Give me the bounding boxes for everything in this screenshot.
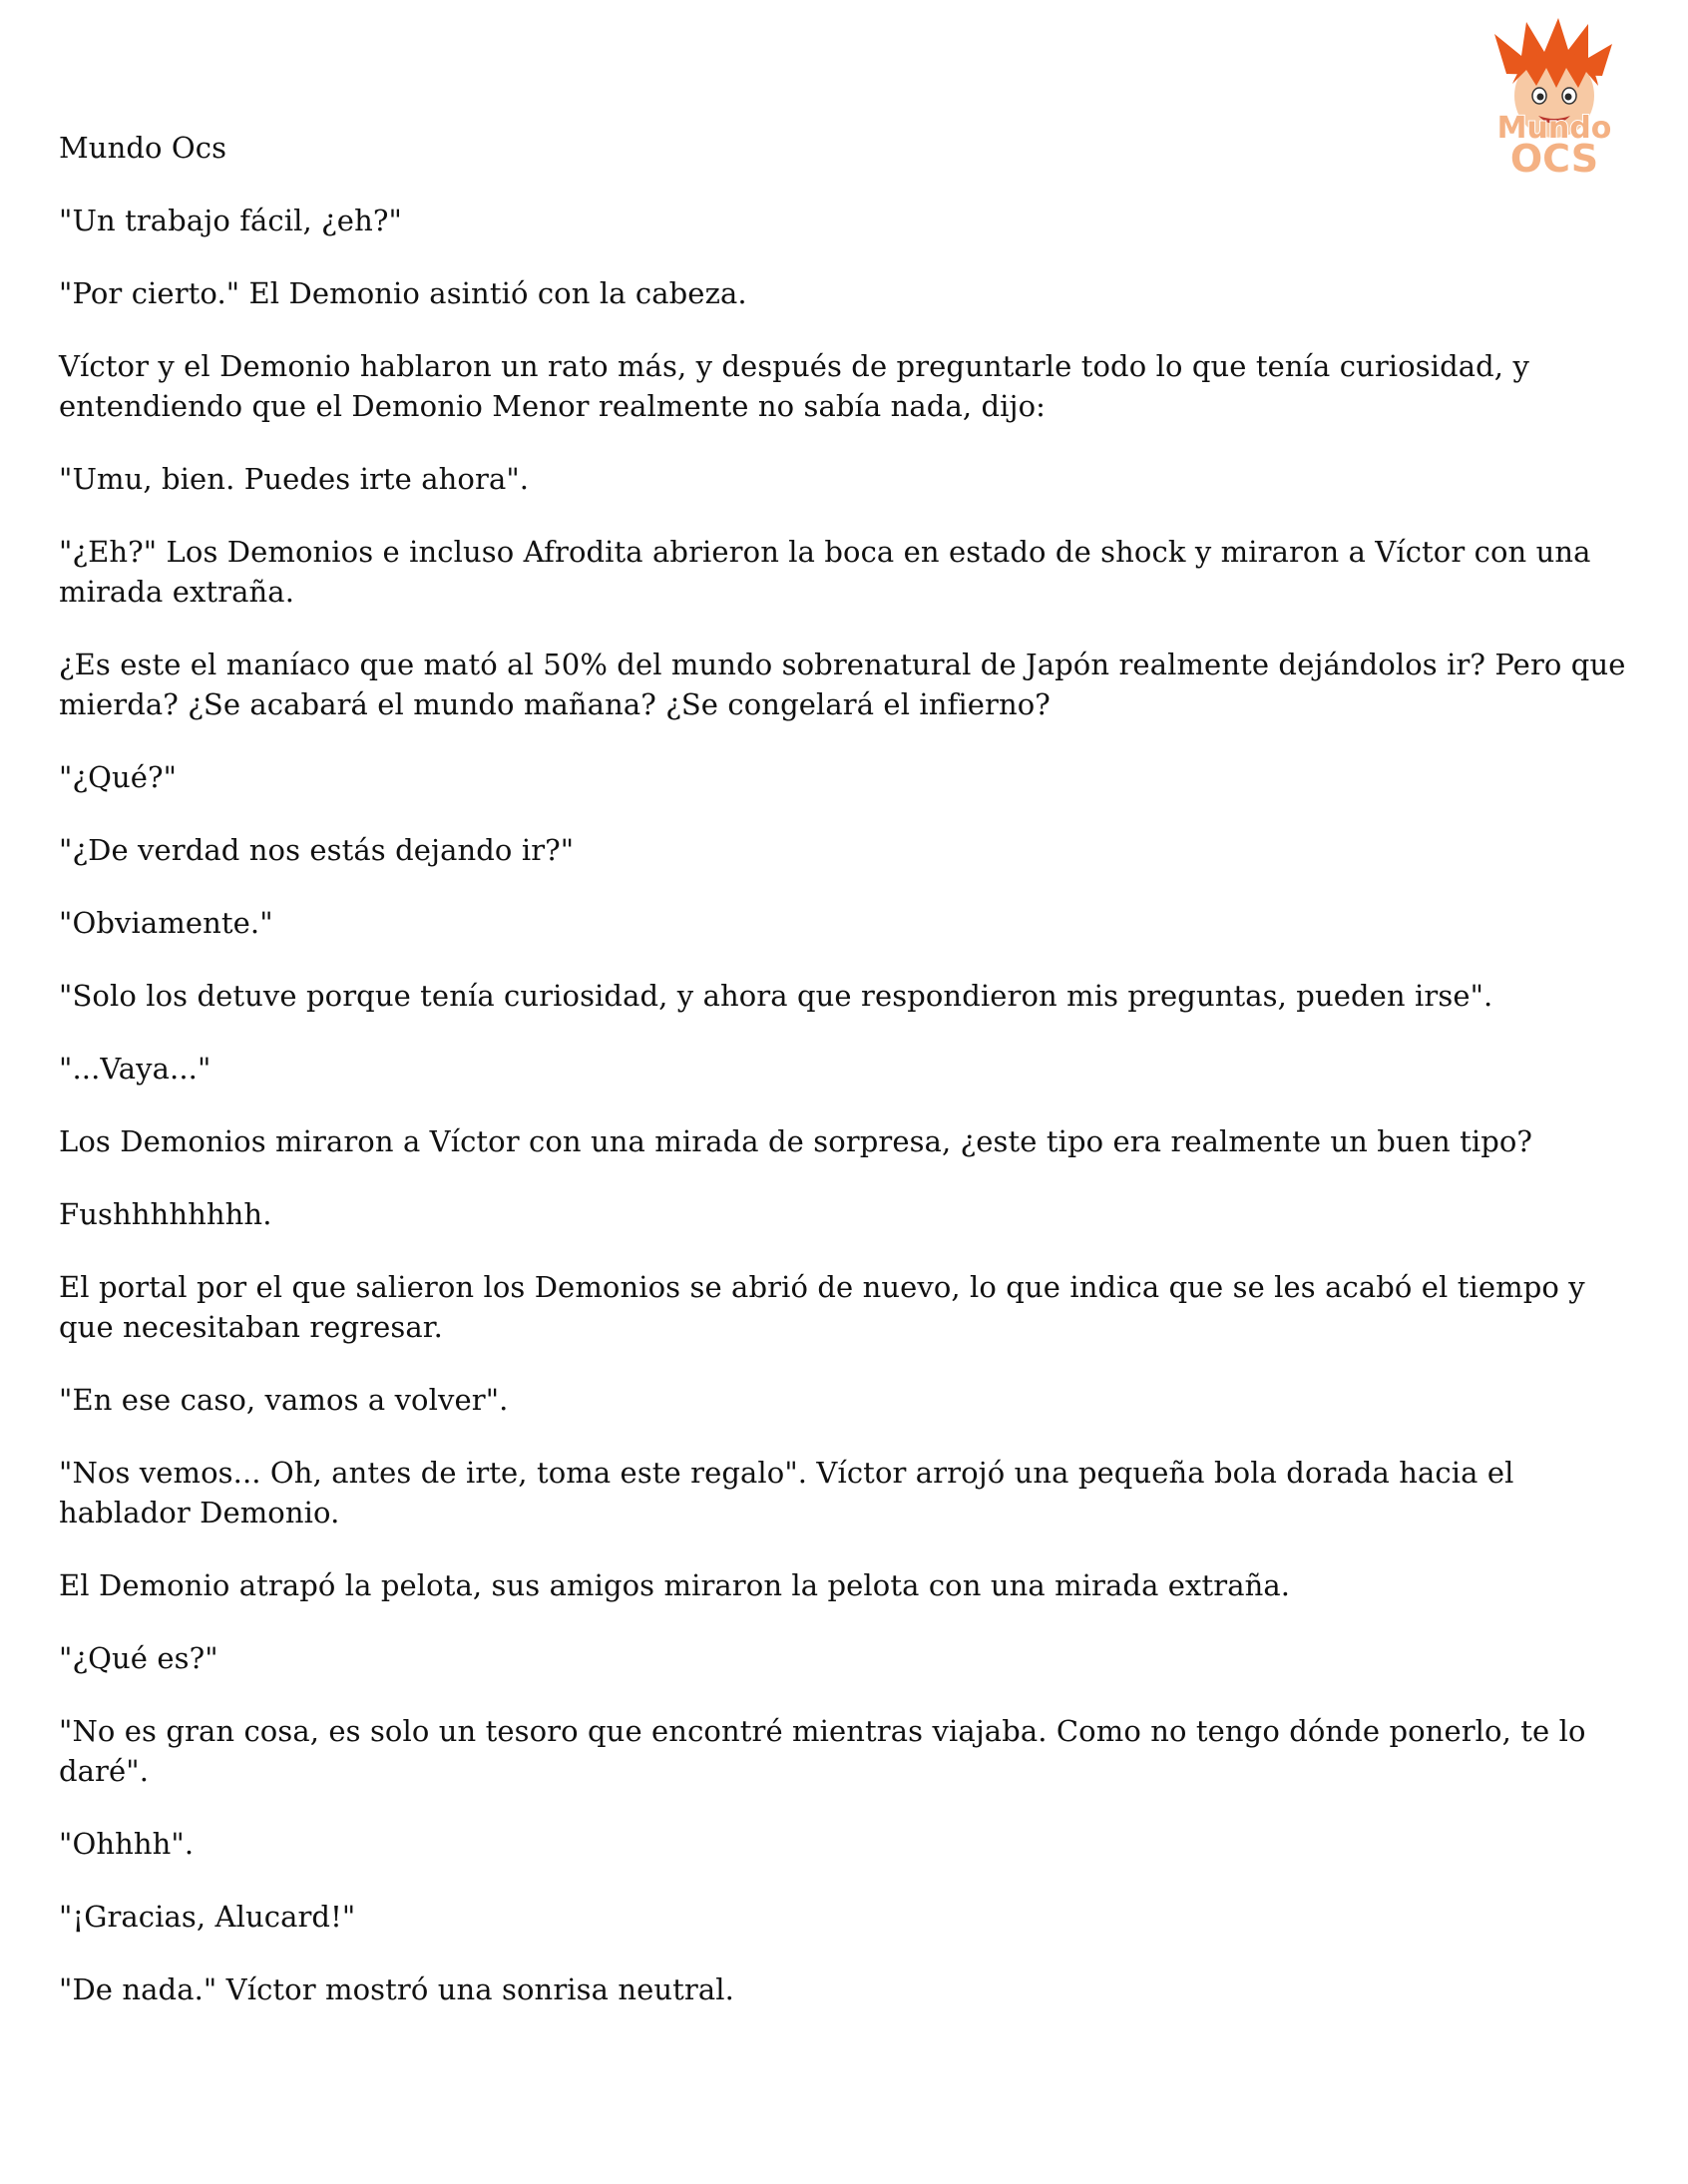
paragraph: "¿Qué es?": [59, 1641, 218, 1675]
document-body: [59, 128, 1645, 2042]
paragraph: "...Vaya...": [59, 1052, 211, 1086]
logo-text-top: Mundo: [1496, 111, 1612, 146]
paragraph: "¿De verdad nos estás dejando ir?": [59, 833, 575, 867]
paragraph: Los Demonios miraron a Víctor con una mirada de sorpresa, ¿este tipo era realmente un buen tipo?: [59, 1124, 1533, 1158]
paragraph: "Umu, bien. Puedes irte ahora".: [59, 462, 530, 496]
paragraph: Víctor y el Demonio hablaron un rato más, y después de preguntarle todo lo que tenía curiosidad, y entendiendo que el Demonio Menor realmente no sabía nada, dijo:: [59, 349, 1529, 423]
paragraph: "Ohhhh".: [59, 1827, 195, 1861]
paragraph: Mundo Ocs: [59, 131, 227, 165]
paragraph: "De nada." Víctor mostró una sonrisa neutral.: [59, 1972, 734, 2006]
paragraph: El portal por el que salieron los Demonios se abrió de nuevo, lo que indica que se les acabó el tiempo y que necesitaban regresar.: [59, 1270, 1585, 1344]
paragraph: "Obviamente.": [59, 906, 273, 940]
paragraph: "En ese caso, vamos a volver".: [59, 1383, 509, 1417]
paragraph: "Por cierto." El Demonio asintió con la cabeza.: [59, 276, 747, 310]
paragraph: "¿Eh?" Los Demonios e incluso Afrodita abrieron la boca en estado de shock y miraron a Víctor con una mirada extraña.: [59, 535, 1591, 609]
paragraph: ¿Es este el maníaco que mató al 50% del mundo sobrenatural de Japón realmente dejándolos ir? Pero que mierda? ¿Se acabará el mundo mañana? ¿Se congelará el infierno?: [59, 648, 1626, 721]
paragraph: "Un trabajo fácil, ¿eh?": [59, 204, 402, 237]
paragraph: "Nos vemos... Oh, antes de irte, toma este regalo". Víctor arrojó una pequeña bola dorada hacia el hablador Demonio.: [59, 1456, 1514, 1529]
paragraph: El Demonio atrapó la pelota, sus amigos miraron la pelota con una mirada extraña.: [59, 1568, 1291, 1602]
paragraph: "¿Qué?": [59, 760, 178, 794]
logo-text-bottom: OCS: [1509, 137, 1599, 181]
paragraph: Fushhhhhhhh.: [59, 1197, 272, 1231]
paragraph: "No es gran cosa, es solo un tesoro que encontré mientras viajaba. Como no tengo dónde ponerlo, te lo daré".: [59, 1714, 1586, 1788]
paragraph: "Solo los detuve porque tenía curiosidad, y ahora que respondieron mis preguntas, pueden irse".: [59, 979, 1493, 1013]
paragraph: "¡Gracias, Alucard!": [59, 1900, 356, 1934]
